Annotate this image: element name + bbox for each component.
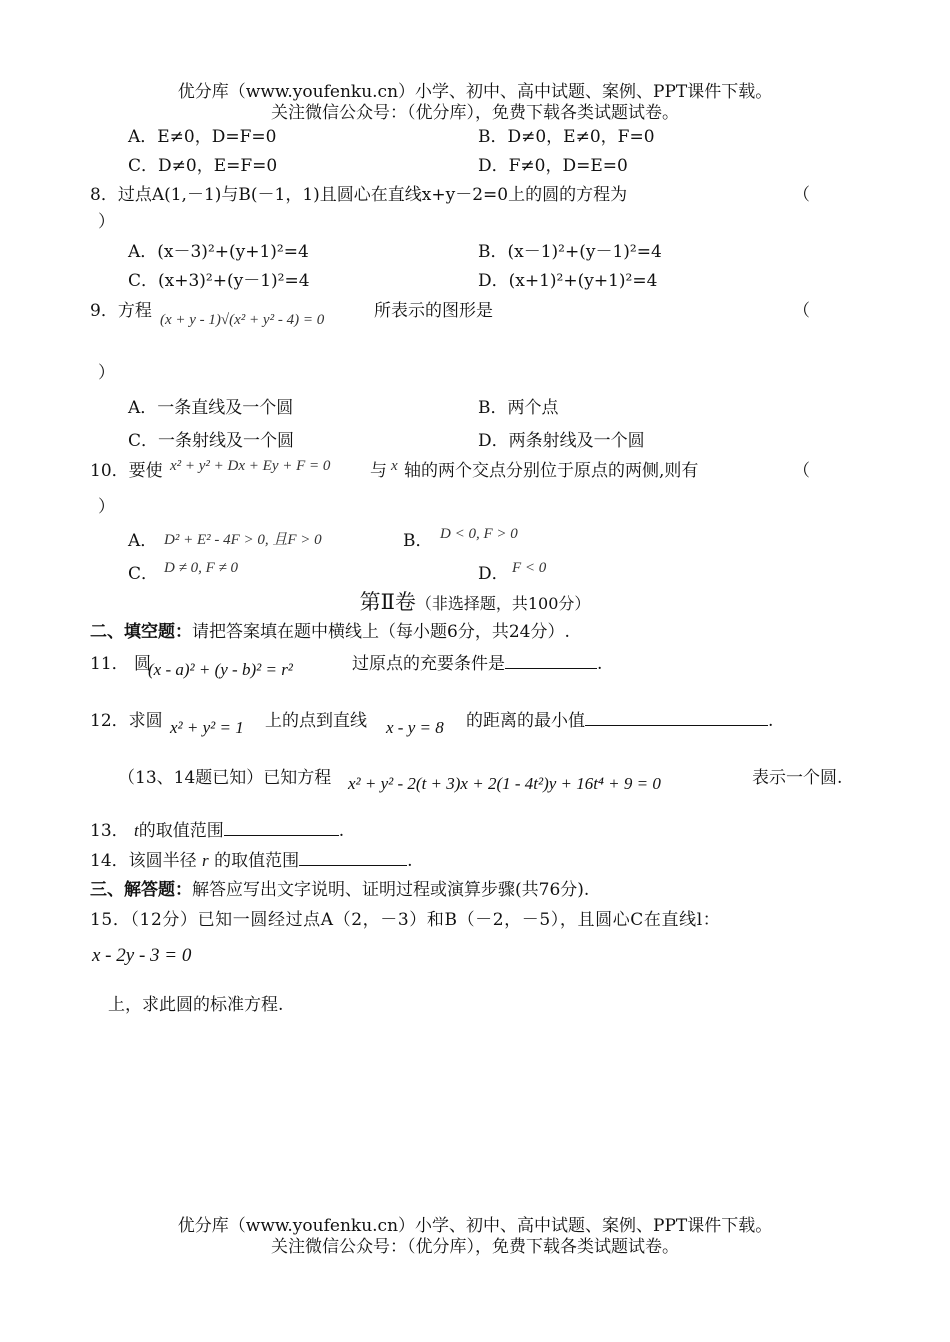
q13-answer-blank[interactable] (224, 819, 339, 836)
q14-answer-blank[interactable] (299, 849, 407, 866)
q12-mid: 上的点到直线 (265, 711, 367, 731)
q12-answer-blank[interactable] (585, 709, 768, 726)
q12-tail-text: 的距离的最小值 (466, 711, 585, 731)
q8-option-b: B．(x－1)²+(y－1)²=4 (478, 242, 662, 262)
q13-var: t (134, 821, 139, 840)
q10-label: 10．要使 (90, 461, 163, 481)
q8-stem: 8．过点A(1,－1)与B(－1，1)且圆心在直线x+y－2=0上的圆的方程为 (90, 185, 628, 205)
q10-option-d: F < 0 (512, 560, 547, 576)
q13-line (90, 816, 344, 841)
q12-end: . (768, 711, 774, 731)
q8-paren-close: ） (98, 212, 115, 232)
q1314-prefix: （13、14题已知）已知方程 (118, 768, 332, 788)
q12-formula-circle: x² + y² = 1 (170, 718, 244, 737)
q10-option-b-label: B． (403, 531, 433, 551)
q8-option-a: A．(x－3)²+(y+1)²=4 (128, 242, 309, 262)
q11-tail (352, 649, 602, 674)
q12-formula-line: x - y = 8 (386, 718, 444, 737)
q9-option-a: A．一条直线及一个圆 (128, 398, 294, 418)
q9-option-d: D．两条射线及一个圆 (478, 431, 645, 451)
q15-line3: 上，求此圆的标准方程. (108, 995, 284, 1015)
q13-tail: 的取值范围 (138, 821, 224, 841)
q8-option-c: C．(x+3)²+(y－1)²=4 (128, 271, 310, 291)
part2-title: 第Ⅱ卷 (359, 590, 416, 614)
q1314-formula: x² + y² - 2(t + 3)x + 2(1 - 4t²)y + 16t⁴ + 9 = 0 (348, 774, 661, 793)
header-line-1: 优分库（www.youfenku.cn）小学、初中、高中试题、案例、PPT课件下载。 (177, 82, 773, 102)
q12-label: 12．求圆 (90, 711, 163, 731)
q14-end: . (407, 851, 413, 871)
q11-label: 11． 圆 (90, 654, 152, 674)
q11-tail-text: 过原点的充要条件是 (352, 654, 505, 674)
q9-option-b: B．两个点 (478, 398, 559, 418)
q10-option-b: D < 0, F > 0 (440, 526, 518, 542)
header-line-2: 关注微信公众号：（优分库），免费下载各类试题试卷。 (271, 103, 679, 123)
q14-tail: 的取值范围 (214, 851, 300, 871)
section3-heading: 三、解答题： (90, 880, 192, 900)
q10-option-c: D ≠ 0, F ≠ 0 (164, 560, 238, 576)
q9-option-c: C．一条射线及一个圆 (128, 431, 295, 451)
q10-paren-open: （ (793, 461, 810, 481)
q11-end: . (597, 654, 603, 674)
q11-formula: (x - a)² + (y - b)² = r² (148, 660, 293, 679)
q14-var: r (202, 851, 209, 870)
q10-option-a-label: A． (128, 531, 158, 551)
q9-formula: (x + y - 1)√(x² + y² - 4) = 0 (160, 312, 325, 328)
q7-option-c: C．D≠0，E=F=0 (128, 156, 278, 176)
q10-axis: x (391, 458, 398, 474)
q9-label: 9．方程 (90, 301, 152, 321)
q10-tail: 轴的两个交点分别位于原点的两侧,则有 (404, 461, 699, 481)
q1314-tail: 表示一个圆. (752, 768, 843, 788)
q8-paren-open: （ (793, 185, 810, 205)
q7-option-a: A．E≠0，D=F=0 (128, 127, 277, 147)
q15-line1: 15．（12分）已知一圆经过点A（2，－3）和B（－2，－5），且圆心C在直线l： (90, 910, 721, 930)
part2-heading (0, 586, 950, 616)
q10-paren-close: ） (98, 497, 115, 517)
q9-paren-open: （ (793, 301, 810, 321)
q9-paren-close: ） (98, 363, 115, 383)
q7-option-d: D．F≠0，D=E=0 (478, 156, 628, 176)
q10-option-c-label: C． (128, 564, 159, 584)
q10-formula: x² + y² + Dx + Ey + F = 0 (170, 458, 331, 474)
part2-note: （非选择题，共100分） (415, 594, 591, 613)
q8-option-d: D．(x+1)²+(y+1)²=4 (478, 271, 658, 291)
q13-end: . (338, 821, 345, 841)
section3-line (90, 875, 589, 900)
section2-text: 请把答案填在题中横线上（每小题6分，共24分）. (192, 622, 570, 642)
q14-line (90, 846, 412, 871)
q11-answer-blank[interactable] (505, 652, 597, 669)
q14-label: 14．该圆半径 (90, 851, 197, 871)
footer-line-2: 关注微信公众号：（优分库），免费下载各类试题试卷。 (271, 1237, 679, 1257)
section2-heading: 二、填空题： (90, 622, 192, 642)
q9-tail: 所表示的图形是 (374, 301, 493, 321)
q10-option-d-label: D． (478, 564, 509, 584)
section3-text: 解答应写出文字说明、证明过程或演算步骤(共76分). (192, 880, 590, 900)
section2-line (90, 617, 570, 642)
q7-option-b: B．D≠0，E≠0，F=0 (478, 127, 655, 147)
q12-tail (466, 706, 773, 731)
q13-label: 13． (90, 821, 129, 841)
footer-line-1: 优分库（www.youfenku.cn）小学、初中、高中试题、案例、PPT课件下载。 (177, 1216, 773, 1236)
q10-option-a: D² + E² - 4F > 0, 且F > 0 (164, 532, 322, 548)
q10-mid: 与 (370, 461, 387, 481)
q15-formula: x - 2y - 3 = 0 (92, 945, 192, 966)
